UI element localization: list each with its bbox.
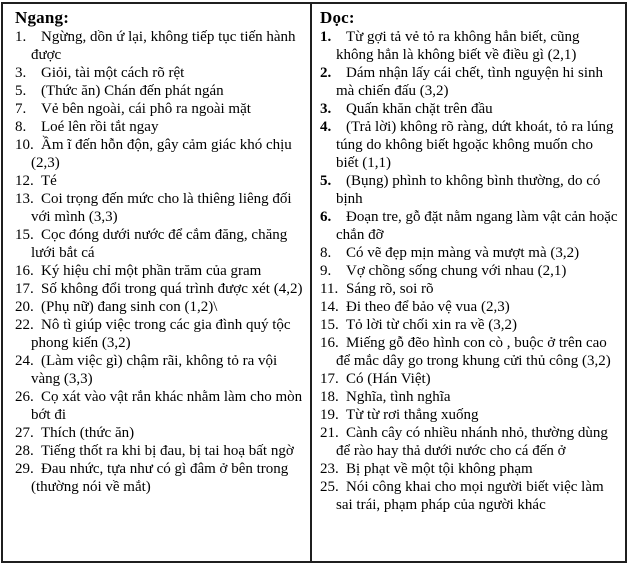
clue-text: Từ từ rơi thẳng xuống [346,407,479,423]
clue-text: Đoạn tre, gỗ đặt nằm ngang làm vật cản hoặc chắn đỡ [336,209,618,243]
clue-number: 26. [15,389,34,405]
clue-item [320,28,619,64]
clue-number: 2. [320,65,332,81]
clue-text: Ầm ĩ đến hỗn độn, gây cảm giác khó chịu (2,3) [31,137,292,171]
clue-number: 24. [15,353,34,369]
clue-item [15,118,304,136]
clue-item [15,352,304,388]
clue-number: 16. [320,335,339,351]
clue-item [15,262,304,280]
clue-item [15,442,304,460]
clue-text: Số không đổi trong quá trình được xét (4,2) [41,281,303,297]
clue-number: 23. [320,461,339,477]
clue-number: 22. [15,317,34,333]
clue-item [15,226,304,262]
clue-text: Nghĩa, tình nghĩa [346,389,451,405]
clue-item [15,82,304,100]
across-header: Ngang: [15,8,70,27]
down-column [312,4,625,561]
clue-number: 5. [15,83,27,99]
clue-text: Tỏ lời từ chối xin ra về (3,2) [346,317,518,333]
clue-number: 29. [15,461,34,477]
clue-item [15,64,304,82]
clue-item [320,478,619,514]
across-clues-list [15,28,304,496]
clue-text: Bị phạt về một tội không phạm [346,461,533,477]
clue-number: 4. [320,119,332,135]
clue-text: (Bụng) phình to không bình thường, do có bịnh [336,173,601,207]
clue-item [320,100,619,118]
clue-text: Coi trọng đến mức cho là thiêng liêng đối với mình (3,3) [31,191,292,225]
clue-item [15,136,304,172]
clue-item [320,406,619,424]
clue-text: Có (Hán Việt) [346,371,431,387]
clue-number: 1. [15,29,27,45]
clue-item [320,262,619,280]
clue-number: 3. [15,65,27,81]
clue-number: 28. [15,443,34,459]
clue-number: 15. [320,317,339,333]
clue-number: 21. [320,425,339,441]
clue-text: Sáng rõ, soi rõ [346,281,434,297]
clue-item [15,388,304,424]
clue-item [15,280,304,298]
clue-item [320,172,619,208]
clue-text: Ký hiệu chỉ một phần trăm của gram [41,263,262,279]
clue-text: Nô tì giúp việc trong các gia đình quý tộc phong kiến (3,2) [31,317,291,351]
clue-number: 11. [320,281,339,297]
clue-text: Té [41,173,57,189]
clue-text: Ngừng, dồn ứ lại, không tiếp tục tiến hành được [31,29,296,63]
clue-number: 17. [15,281,34,297]
clue-number: 19. [320,407,339,423]
clue-item [320,280,619,298]
down-clues-list [320,28,619,514]
clue-item [320,208,619,244]
clue-number: 6. [320,209,332,225]
clue-item [320,316,619,334]
clue-text: (Phụ nữ) đang sinh con (1,2)\ [41,299,218,315]
clue-number: 7. [15,101,27,117]
clue-text: Từ gợi tả vẻ tỏ ra không hẳn biết, cũng không hẳn là không biết về điều gì (2,1) [336,29,580,63]
clue-item [320,244,619,262]
clue-item [15,172,304,190]
clue-text: Loé lên rồi tắt ngay [41,119,159,135]
clue-text: (Trả lời) không rõ ràng, dứt khoát, tỏ ra lúng túng do không biết hgoặc không muốn cho biết (1,1) [336,119,614,171]
clue-text: Quấn khăn chặt trên đầu [346,101,493,117]
clue-number: 18. [320,389,339,405]
clue-number: 17. [320,371,339,387]
clue-text: Tiếng thốt ra khi bị đau, bị tai hoạ bất ngờ [41,443,294,459]
clue-item [320,388,619,406]
clue-item [15,316,304,352]
clue-text: Cành cây có nhiều nhánh nhỏ, thường dùng để rào hay thả dưới nước cho cá đến ở [336,425,608,459]
clue-item [320,424,619,460]
down-header: Dọc: [320,8,355,27]
clue-item [320,64,619,100]
clue-number: 15. [15,227,34,243]
clue-number: 1. [320,29,332,45]
clue-text: Thích (thức ăn) [41,425,135,441]
clue-text: Cọ xát vào vật rắn khác nhằm làm cho mòn bớt đi [31,389,303,423]
clue-number: 10. [15,137,34,153]
clue-item [320,460,619,478]
clue-number: 8. [320,245,332,261]
clue-text: Đi theo để bảo vệ vua (2,3) [346,299,510,315]
clue-item [15,460,304,496]
clue-text: Giỏi, tài một cách rõ rệt [41,65,185,81]
clue-text: Miếng gỗ đẽo hình con cò , buộc ở trên cao để mắc dây go trong khung cửi thủ công (3,2) [336,335,611,369]
clue-number: 9. [320,263,332,279]
clue-text: Vợ chồng sống chung với nhau (2,1) [346,263,567,279]
crossword-clues-table [1,2,627,563]
clue-text: Có vẽ đẹp mịn màng và mượt mà (3,2) [346,245,580,261]
clue-text: (Làm việc gì) chậm rãi, không tỏ ra vội vàng (3,3) [31,353,278,387]
clue-number: 12. [15,173,34,189]
clue-number: 16. [15,263,34,279]
clue-number: 13. [15,191,34,207]
clue-text: Cọc đóng dưới nước để cắm đăng, chăng lưới bắt cá [31,227,288,261]
clue-item [15,424,304,442]
clue-item [320,118,619,172]
clue-number: 27. [15,425,34,441]
clue-item [320,370,619,388]
clue-item [15,28,304,64]
clue-text: (Thức ăn) Chán đến phát ngán [41,83,224,99]
clue-text: Đau nhức, tựa như có gì đâm ở bên trong (thường nói về mắt) [31,461,289,495]
clue-item [15,100,304,118]
across-column [3,4,312,561]
clue-number: 25. [320,479,339,495]
clue-number: 3. [320,101,332,117]
clue-item [15,190,304,226]
clue-item [320,298,619,316]
clue-number: 5. [320,173,332,189]
clue-number: 14. [320,299,339,315]
clue-number: 8. [15,119,27,135]
clue-item [320,334,619,370]
clue-number: 20. [15,299,34,315]
clue-text: Vẻ bên ngoài, cái phô ra ngoài mặt [41,101,251,117]
clue-text: Dám nhận lấy cái chết, tình nguyện hi sinh mà chiến đấu (3,2) [336,65,604,99]
clue-text: Nói công khai cho mọi người biết việc làm sai trái, phạm pháp của người khác [336,479,604,513]
clue-item [15,298,304,316]
